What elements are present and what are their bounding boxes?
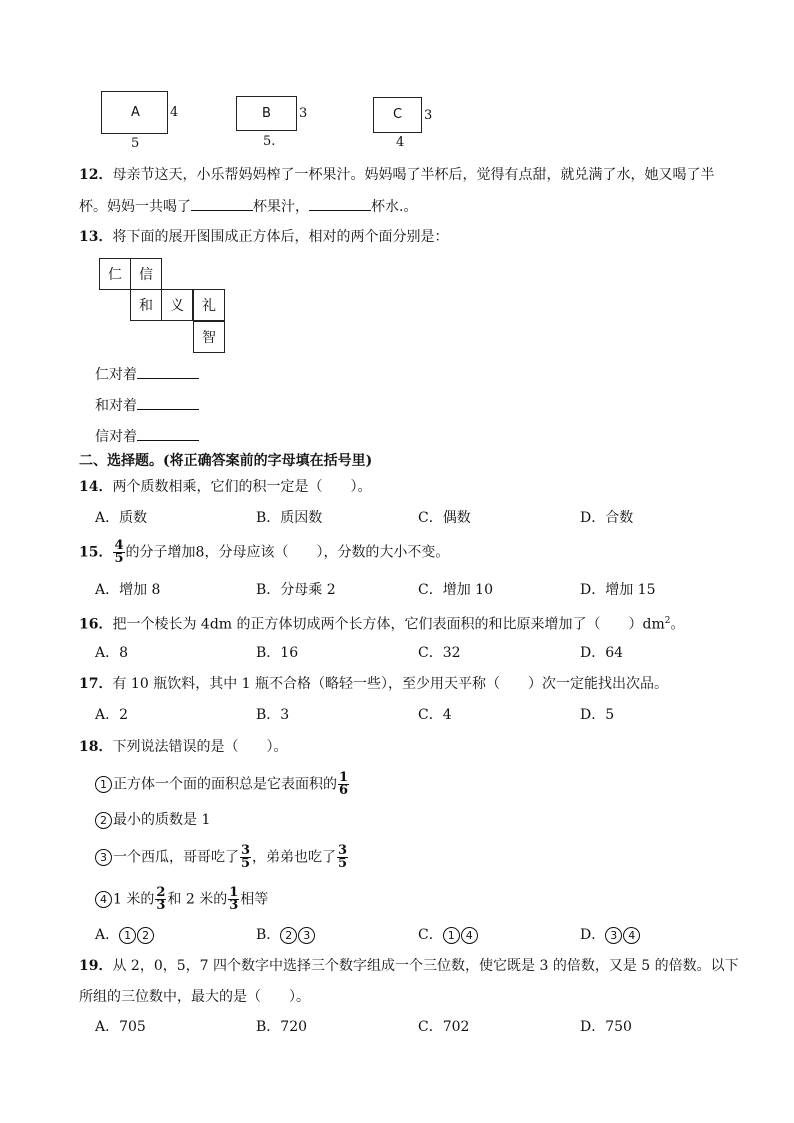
question-12-text-a: 杯。妈妈一共喝了 (79, 199, 191, 215)
q18-s1-fraction (338, 772, 349, 797)
answer-ren-label: 仁对着 (95, 367, 137, 383)
answer-blank-he[interactable] (137, 395, 199, 410)
q18-option-d-letter: D． (580, 927, 606, 943)
circled-number-1: 1 (95, 776, 112, 793)
question-13 (79, 227, 448, 247)
q17-option-d[interactable]: D．5 (580, 707, 615, 723)
rectangle-a-side: 4 (170, 105, 179, 120)
q15-option-a[interactable]: A．增加 8 (95, 582, 161, 598)
question-15-number: 15． (79, 544, 113, 561)
question-16-number: 16． (79, 616, 113, 633)
q16-option-a[interactable]: A．8 (95, 645, 129, 661)
circled-number-4: 4 (461, 927, 478, 944)
q16-option-b[interactable]: B．16 (256, 645, 299, 661)
question-17-text: 有 10 瓶饮料，其中 1 瓶不合格（略轻一些），至少用天平称（ ）次一定能找出次品。 (112, 676, 669, 692)
answer-he-label: 和对着 (95, 398, 137, 414)
question-17 (79, 674, 668, 694)
circled-number-4: 4 (95, 891, 112, 908)
q18-s3-fraction-b (337, 845, 348, 870)
q14-option-b[interactable]: B．质因数 (256, 510, 323, 526)
q18-option-b[interactable] (256, 925, 316, 945)
circled-number-1: 1 (443, 927, 460, 944)
rectangle-c-side: 3 (424, 108, 433, 123)
question-15-text: 的分子增加8，分母应该（ ），分数的大小不变。 (125, 544, 450, 561)
rectangle-a-label: A (131, 105, 140, 120)
q18-statement-4-text-c: 相等 (240, 891, 269, 908)
rectangle-b (236, 96, 297, 131)
q18-statement-2-text: 最小的质数是 1 (113, 812, 211, 828)
q16-option-d[interactable]: D．64 (580, 645, 624, 661)
q18-s4-numerator-b: 1 (229, 885, 239, 900)
q18-statement-3-text-a: 一个西瓜，哥哥吃了 (113, 849, 239, 866)
q15-fraction (113, 540, 124, 565)
q18-statement-3-text-b: ，弟弟也吃了 (252, 849, 337, 866)
net-face-yi: 义 (161, 289, 193, 321)
q18-option-a-letter: A． (95, 927, 120, 943)
q18-s3-denominator-b: 5 (338, 856, 348, 871)
question-18-number: 18． (79, 739, 113, 755)
answer-blank-juice[interactable] (191, 196, 253, 211)
answer-ren (95, 364, 199, 385)
question-19-number: 19． (79, 958, 113, 974)
q19-option-a[interactable]: A．705 (95, 1019, 146, 1035)
q18-option-a[interactable] (95, 925, 155, 945)
rectangle-a-bottom: 5 (131, 136, 140, 151)
q15-fraction-numerator: 4 (114, 538, 124, 553)
question-16-text: 把一个棱长为 4dm 的正方体切成两个长方体，它们表面积的和比原来增加了（ ）dm (112, 616, 665, 633)
circled-number-3: 3 (605, 927, 622, 944)
q18-statement-4-text-b: 和 2 米的 (167, 891, 228, 908)
answer-blank-xin[interactable] (137, 426, 199, 441)
q18-statement-3 (95, 845, 349, 870)
q16-unit-exponent: 2 (664, 616, 671, 626)
rectangle-b-label: B (262, 106, 271, 121)
q18-option-c-letter: C． (418, 927, 443, 943)
q15-fraction-denominator: 5 (114, 551, 124, 566)
question-13-number: 13． (79, 229, 113, 245)
question-16 (79, 611, 685, 635)
q18-s3-fraction-a (240, 845, 251, 870)
q18-s1-numerator: 1 (339, 770, 349, 785)
q18-s3-denominator-a: 5 (241, 856, 251, 871)
rectangle-c-bottom: 4 (396, 135, 405, 150)
q14-option-a[interactable]: A．质数 (95, 510, 148, 526)
q18-statement-4-text-a: 1 米的 (113, 891, 155, 908)
q18-s4-fraction-b (228, 887, 239, 912)
question-12-line1 (79, 165, 714, 185)
circled-number-3: 3 (95, 849, 112, 866)
circled-number-2: 2 (95, 812, 112, 829)
q18-statement-1 (95, 772, 350, 797)
question-12-text-c: 杯水.。 (371, 199, 418, 215)
q18-s3-numerator-a: 3 (241, 843, 251, 858)
q18-s4-numerator-a: 2 (156, 885, 166, 900)
question-19-line2: 所组的三位数中，最大的是（ ）。 (79, 989, 310, 1005)
circled-number-1: 1 (119, 927, 136, 944)
net-face-he: 和 (130, 289, 162, 321)
answer-blank-water[interactable] (309, 196, 371, 211)
q15-option-d[interactable]: D．增加 15 (580, 582, 656, 598)
net-face-zhi: 智 (193, 321, 225, 353)
circled-number-2: 2 (137, 927, 154, 944)
question-18 (79, 737, 287, 757)
q15-option-b[interactable]: B．分母乘 2 (256, 582, 336, 598)
net-face-ren: 仁 (99, 258, 131, 290)
q16-end: 。 (670, 616, 685, 633)
q16-option-c[interactable]: C．32 (418, 645, 461, 661)
circled-number-4: 4 (623, 927, 640, 944)
answer-xin (95, 426, 199, 447)
q18-s4-denominator-a: 3 (156, 898, 166, 913)
question-13-text: 将下面的展开图围成正方体后，相对的两个面分别是： (112, 229, 449, 245)
rectangle-b-side: 3 (299, 106, 308, 121)
q19-option-c[interactable]: C．702 (418, 1019, 470, 1035)
rectangle-b-bottom: 5. (263, 134, 276, 149)
answer-he (95, 395, 199, 416)
q18-statement-1-text: 正方体一个面的面积总是它表面积的 (113, 776, 337, 793)
q18-statement-2 (95, 810, 210, 830)
question-19-line1 (79, 956, 739, 976)
circled-number-3: 3 (298, 927, 315, 944)
q18-option-b-letter: B． (256, 927, 281, 943)
question-17-number: 17． (79, 676, 113, 692)
q17-option-a[interactable]: A．2 (95, 707, 129, 723)
q18-statement-4 (95, 887, 268, 912)
q17-option-c[interactable]: C．4 (418, 707, 452, 723)
question-12-text: 母亲节这天，小乐帮妈妈榨了一杯果汁。妈妈喝了半杯后，觉得有点甜，就兑满了水，她又喝了半 (112, 167, 715, 183)
answer-xin-label: 信对着 (95, 429, 137, 445)
q15-option-c[interactable]: C．增加 10 (418, 582, 493, 598)
q19-option-b[interactable]: B．720 (256, 1019, 308, 1035)
net-face-li: 礼 (193, 289, 225, 321)
question-18-text: 下列说法错误的是（ ）。 (112, 739, 288, 755)
q14-option-d[interactable]: D．合数 (580, 510, 634, 526)
rectangle-a (101, 91, 168, 134)
q19-option-d[interactable]: D．750 (580, 1019, 632, 1035)
q18-s3-numerator-b: 3 (338, 843, 348, 858)
question-12-number: 12． (79, 167, 113, 183)
circled-number-2: 2 (280, 927, 297, 944)
question-14-text: 两个质数相乘，它们的积一定是（ ）。 (112, 479, 372, 495)
question-12-text-b: 杯果汁， (253, 199, 309, 215)
q17-option-b[interactable]: B．3 (256, 707, 290, 723)
question-19-text: 从 2，0，5，7 四个数字中选择三个数字组成一个三位数，使它既是 3 的倍数，又是 5 的倍数。以下 (112, 958, 739, 974)
question-14 (79, 477, 371, 497)
q18-s4-denominator-b: 3 (229, 898, 239, 913)
net-face-xin: 信 (130, 258, 162, 290)
question-15 (79, 540, 449, 565)
q18-option-d[interactable] (580, 925, 641, 945)
rectangle-c-label: C (393, 107, 403, 122)
rectangle-c (373, 97, 422, 133)
q18-s1-denominator: 6 (339, 783, 349, 798)
answer-blank-ren[interactable] (137, 364, 199, 379)
section-2-heading: 二、选择题。(将正确答案前的字母填在括号里) (79, 453, 373, 469)
question-14-number: 14． (79, 479, 113, 495)
q18-s4-fraction-a (155, 887, 166, 912)
q18-option-c[interactable] (418, 925, 479, 945)
question-12-line2 (79, 196, 417, 217)
q14-option-c[interactable]: C．偶数 (418, 510, 471, 526)
